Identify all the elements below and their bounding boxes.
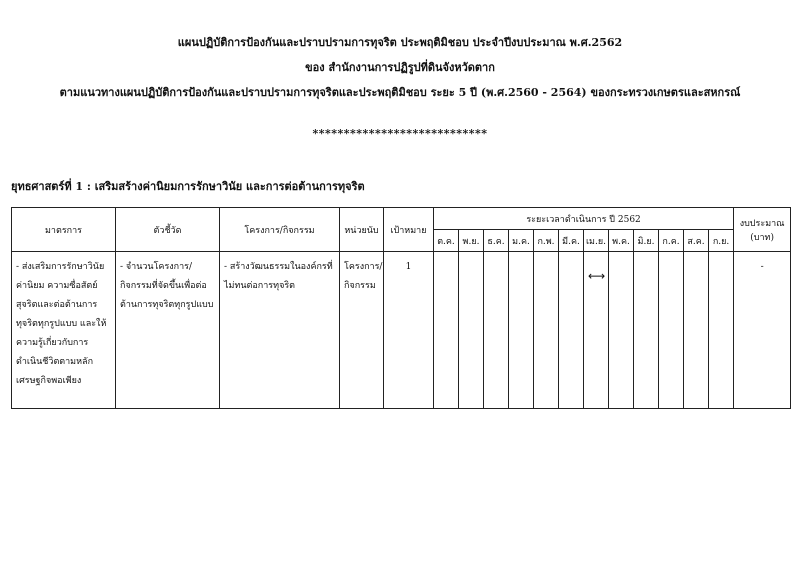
month-cell <box>484 252 509 409</box>
month-cell <box>684 252 709 409</box>
header-period: ระยะเวลาดำเนินการ ปี 2562 <box>434 208 734 230</box>
month-header: พ.ย. <box>459 230 484 252</box>
month-cell <box>509 252 534 409</box>
month-header: ต.ค. <box>434 230 459 252</box>
header-unit: หน่วยนับ <box>340 208 384 252</box>
month-cell <box>609 252 634 409</box>
cell-indicator: - จำนวนโครงการ/กิจกรรมที่จัดขึ้นเพื่อต่อต้านการทุจริตทุกรูปแบบ <box>116 252 220 409</box>
separator-stars: **************************** <box>312 127 488 140</box>
month-cell <box>659 252 684 409</box>
header-measure: มาตรการ <box>12 208 116 252</box>
cell-budget: - <box>734 252 791 409</box>
action-plan-table <box>11 207 791 409</box>
month-header: ธ.ค. <box>484 230 509 252</box>
month-header: ก.ค. <box>659 230 684 252</box>
month-header: มิ.ย. <box>634 230 659 252</box>
month-header: ก.พ. <box>534 230 559 252</box>
table-row <box>12 252 791 409</box>
plan-title: แผนปฏิบัติการป้องกันและปราบปรามการทุจริต ประพฤติมิชอบ ประจำปีงบประมาณ พ.ศ.2562 <box>177 36 623 49</box>
month-cell <box>634 252 659 409</box>
month-cell <box>434 252 459 409</box>
header-indicator: ตัวชี้วัด <box>116 208 220 252</box>
month-cell <box>534 252 559 409</box>
month-cell <box>559 252 584 409</box>
header-project: โครงการ/กิจกรรม <box>220 208 340 252</box>
month-header: ก.ย. <box>709 230 734 252</box>
month-cell <box>459 252 484 409</box>
month-header: มี.ค. <box>559 230 584 252</box>
month-cell <box>709 252 734 409</box>
cell-measure: - ส่งเสริมการรักษาวินัย ค่านิยม ความซื่อสัตย์สุจริตและต่อต้านการทุจริตทุกรูปแบบ และให้ความรู้เกี่ยวกับการดำเนินชีวิตตามหลักเศรษฐกิจพอเพียง <box>12 252 116 409</box>
agency-title: ของ สำนักงานการปฏิรูปที่ดินจังหวัดตาก <box>305 61 495 74</box>
month-header: พ.ค. <box>609 230 634 252</box>
double-arrow-icon: ⟷ <box>588 269 606 283</box>
strategy-heading: ยุทธศาสตร์ที่ 1 : เสริมสร้างค่านิยมการรักษาวินัย และการต่อต้านการทุจริต <box>11 180 365 193</box>
month-header: ส.ค. <box>684 230 709 252</box>
cell-target: 1 <box>384 252 434 409</box>
month-header: เม.ย. <box>584 230 609 252</box>
cell-project: - สร้างวัฒนธรรมในองค์กรที่ไม่ทนต่อการทุจริต <box>220 252 340 409</box>
header-budget: งบประมาณ (บาท) <box>734 208 791 252</box>
header-target: เป้าหมาย <box>384 208 434 252</box>
cell-unit: โครงการ/กิจกรรม <box>340 252 384 409</box>
month-header: ม.ค. <box>509 230 534 252</box>
framework-title: ตามแนวทางแผนปฏิบัติการป้องกันและปราบปรามการทุจริตและประพฤติมิชอบ ระยะ 5 ปี (พ.ศ.2560 - 2564) ของกระทรวงเกษตรและสหกรณ์ <box>59 86 741 99</box>
month-cell-active <box>584 252 609 409</box>
